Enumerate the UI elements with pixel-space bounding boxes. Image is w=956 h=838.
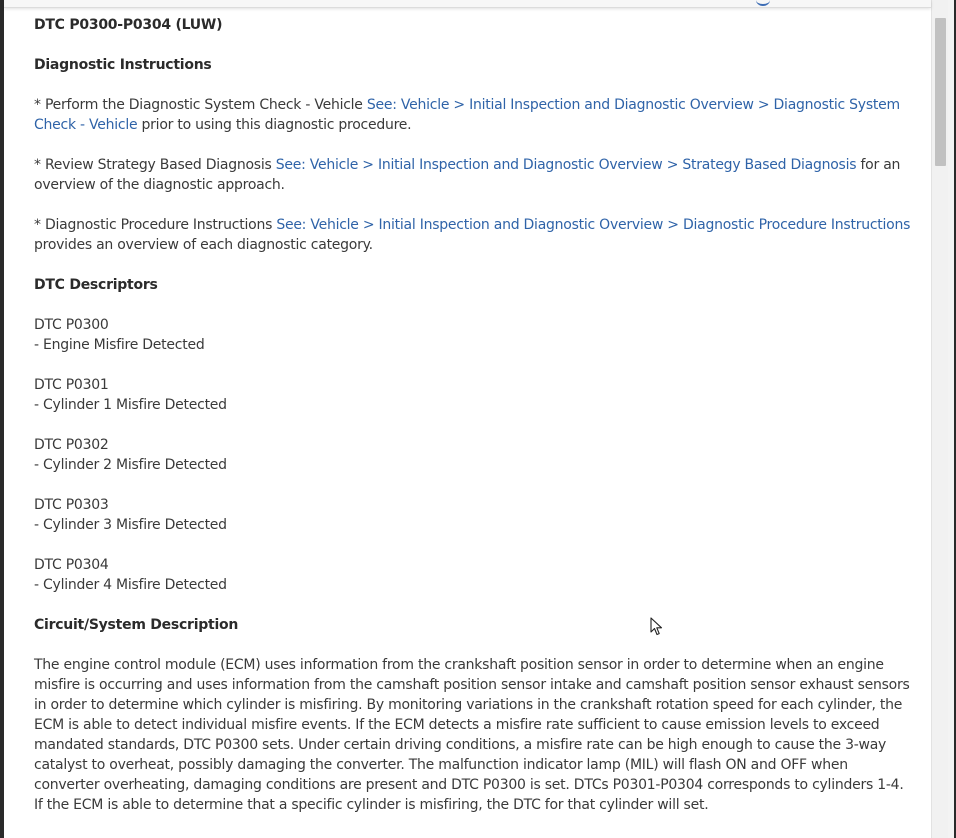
document-viewer	[4, 0, 931, 838]
scrollbar-thumb[interactable]	[935, 18, 946, 166]
strategy-based-diagnosis-link[interactable]: See: Vehicle > Initial Inspection and Diagnostic Overview > Strategy Based Diagnosis	[275, 157, 857, 173]
mouse-pointer-icon	[650, 617, 664, 637]
instruction-text: * Diagnostic Procedure Instructions	[34, 217, 277, 233]
dtc-description: - Cylinder 2 Misfire Detected	[34, 457, 227, 473]
instruction-item	[34, 155, 916, 195]
dtc-description: - Cylinder 1 Misfire Detected	[34, 397, 227, 413]
instruction-item	[34, 215, 916, 255]
dtc-descriptor	[34, 375, 916, 415]
instruction-text: * Perform the Diagnostic System Check - Vehicle	[34, 97, 367, 113]
toolbar-icon-partial[interactable]	[756, 0, 770, 6]
dtc-description: - Cylinder 3 Misfire Detected	[34, 517, 227, 533]
instruction-item	[34, 95, 916, 135]
dtc-description: - Engine Misfire Detected	[34, 337, 205, 353]
dtc-code: DTC P0300	[34, 317, 109, 333]
instruction-text: prior to using this diagnostic procedure.	[137, 117, 412, 133]
instruction-text: provides an overview of each diagnostic category.	[34, 237, 373, 253]
instruction-text: for an overview of the diagnostic approach.	[34, 157, 901, 193]
document-title: DTC P0300-P0304 (LUW)	[34, 17, 223, 33]
dtc-code: DTC P0304	[34, 557, 109, 573]
dtc-code: DTC P0302	[34, 437, 109, 453]
circuit-system-description-text: The engine control module (ECM) uses information from the crankshaft position sensor in order to determine when an engine misfire is occurring and uses information from the camshaft position sensor intake and camshaft position sensor exhaust sensors in order to determine which cylinder is misfiring. By monitoring variations in the crankshaft rotation speed for each cylinder, the ECM is able to detect individual misfire events. If the ECM detects a misfire rate sufficient to cause emission levels to exceed mandated standards, DTC P0300 sets. Under certain driving conditions, a misfire rate can be high enough to cause the 3-way catalyst to overheat, possibly damaging the converter. The malfunction indicator lamp (MIL) will flash ON and OFF when converter overheating, damaging conditions are present and DTC P0300 is set. DTCs P0301-P0304 corresponds to cylinders 1-4. If the ECM is able to determine that a specific cylinder is misfiring, the DTC for that cylinder will set.	[34, 657, 910, 813]
diagnostic-instructions-heading: Diagnostic Instructions	[34, 57, 212, 73]
dtc-descriptor	[34, 555, 916, 595]
circuit-system-description-heading: Circuit/System Description	[34, 617, 239, 633]
dtc-descriptors-heading: DTC Descriptors	[34, 277, 158, 293]
dtc-code: DTC P0301	[34, 377, 109, 393]
diagnostic-procedure-instructions-link[interactable]: See: Vehicle > Initial Inspection and Diagnostic Overview > Diagnostic Procedure Instructions	[276, 217, 911, 233]
top-toolbar-edge	[4, 0, 931, 8]
diagnostic-system-check-link[interactable]: See: Vehicle > Initial Inspection and Diagnostic Overview > Diagnostic System Check - Vehicle	[34, 97, 900, 133]
dtc-descriptor	[34, 315, 916, 355]
dtc-descriptor	[34, 495, 916, 535]
dtc-description: - Cylinder 4 Misfire Detected	[34, 577, 227, 593]
instruction-text: * Review Strategy Based Diagnosis	[34, 157, 276, 173]
dtc-code: DTC P0303	[34, 497, 109, 513]
vertical-scrollbar[interactable]	[931, 0, 948, 838]
dtc-descriptor	[34, 435, 916, 475]
document-body	[34, 15, 916, 835]
